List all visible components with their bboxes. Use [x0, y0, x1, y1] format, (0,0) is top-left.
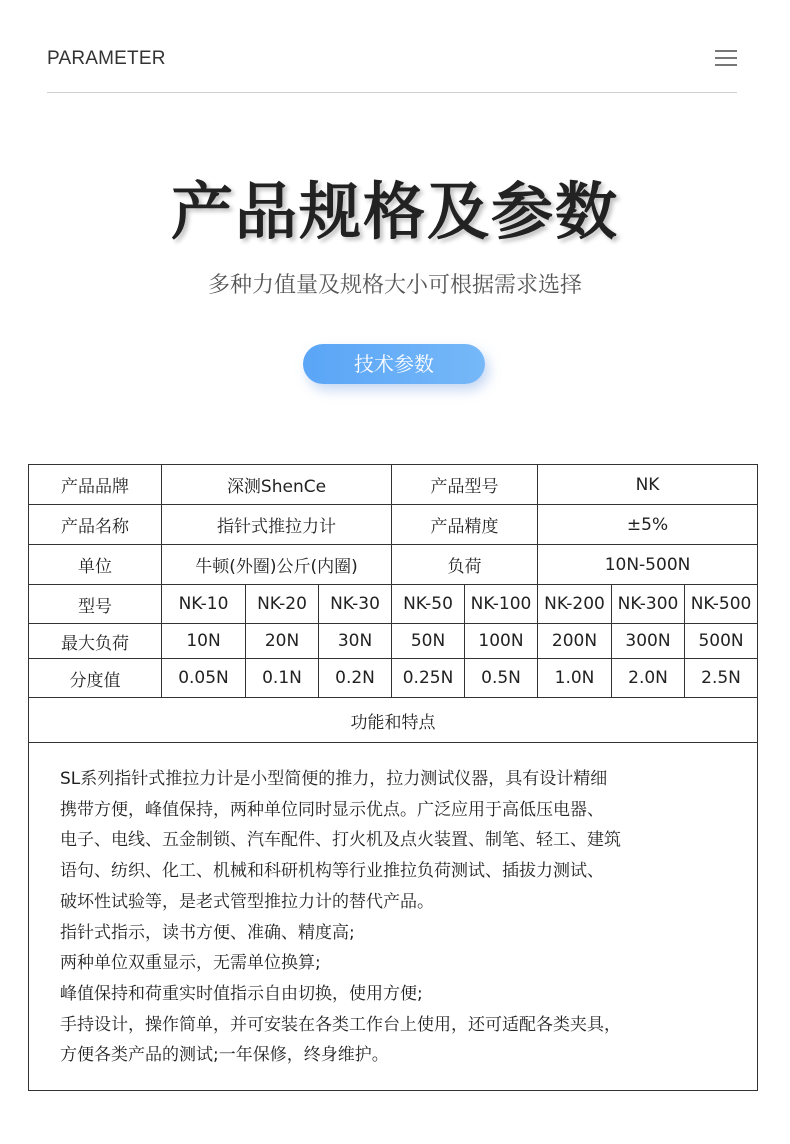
division-cell: 2.5N [685, 659, 758, 698]
feature-line: 峰值保持和荷重实时值指示自由切换，使用方便; [60, 983, 423, 1004]
division-cell: 2.0N [612, 659, 685, 698]
name-label: 产品名称 [29, 505, 162, 545]
page-header [47, 44, 737, 93]
division-cell: 0.05N [162, 659, 246, 698]
hamburger-menu-icon[interactable] [715, 48, 737, 66]
feature-line: 电子、电线、五金制锁、汽车配件、打火机及点火装置、制笔、轻工、建筑 [60, 830, 621, 851]
header-title: PARAMETER [47, 48, 166, 69]
feature-line: 方便各类产品的测试;一年保修，终身维护。 [60, 1045, 389, 1066]
features-text [29, 743, 757, 1090]
feature-line: 破坏性试验等，是老式管型推拉力计的替代产品。 [60, 891, 434, 912]
max-load-cell: 500N [685, 624, 758, 659]
accuracy-label: 产品精度 [392, 505, 538, 545]
spec-table [28, 464, 758, 1091]
model-label: 产品型号 [392, 465, 538, 505]
type-cell: NK-200 [538, 585, 612, 624]
max-load-cell: 20N [246, 624, 319, 659]
features-cell [29, 743, 758, 1091]
unit-label: 单位 [29, 545, 162, 585]
max-load-label: 最大负荷 [29, 624, 162, 659]
load-label: 负荷 [392, 545, 538, 585]
division-cell: 0.1N [246, 659, 319, 698]
division-cell: 0.25N [392, 659, 465, 698]
accuracy-value: ±5% [538, 505, 758, 545]
feature-line: 语句、纺织、化工、机械和科研机构等行业推拉负荷测试、插拔力测试、 [60, 861, 604, 882]
name-value: 指针式推拉力计 [162, 505, 392, 545]
max-load-cell: 10N [162, 624, 246, 659]
feature-line: SL系列指针式推拉力计是小型简便的推力，拉力测试仪器，具有设计精细 [60, 769, 608, 789]
type-cell: NK-100 [465, 585, 538, 624]
unit-value: 牛顿(外圈)公斤(内圈) [162, 545, 392, 585]
max-load-cell: 200N [538, 624, 612, 659]
page-subtitle: 多种力值量及规格大小可根据需求选择 [207, 273, 582, 298]
max-load-cell: 300N [612, 624, 685, 659]
type-cell: NK-50 [392, 585, 465, 624]
brand-label: 产品品牌 [29, 465, 162, 505]
type-label: 型号 [29, 585, 162, 624]
load-value: 10N-500N [538, 545, 758, 585]
model-value: NK [538, 465, 758, 505]
division-cell: 0.2N [319, 659, 392, 698]
type-cell: NK-20 [246, 585, 319, 624]
feature-line: 两种单位双重显示，无需单位换算; [60, 953, 321, 974]
features-header: 功能和特点 [29, 698, 758, 743]
feature-line: 指针式指示，读书方便、准确、精度高; [60, 922, 355, 943]
max-load-cell: 50N [392, 624, 465, 659]
tech-params-button[interactable]: 技术参数 [303, 344, 485, 384]
division-cell: 1.0N [538, 659, 612, 698]
type-cell: NK-10 [162, 585, 246, 624]
max-load-cell: 100N [465, 624, 538, 659]
brand-value: 深测ShenCe [162, 465, 392, 505]
feature-line: 手持设计，操作简单，并可安装在各类工作台上使用，还可适配各类夹具， [60, 1014, 621, 1035]
max-load-cell: 30N [319, 624, 392, 659]
division-label: 分度值 [29, 659, 162, 698]
feature-line: 携带方便，峰值保持，两种单位同时显示优点。广泛应用于高低压电器、 [60, 799, 604, 820]
type-cell: NK-30 [319, 585, 392, 624]
type-cell: NK-500 [685, 585, 758, 624]
division-cell: 0.5N [465, 659, 538, 698]
page-title: 产品规格及参数 [170, 175, 619, 248]
type-cell: NK-300 [612, 585, 685, 624]
